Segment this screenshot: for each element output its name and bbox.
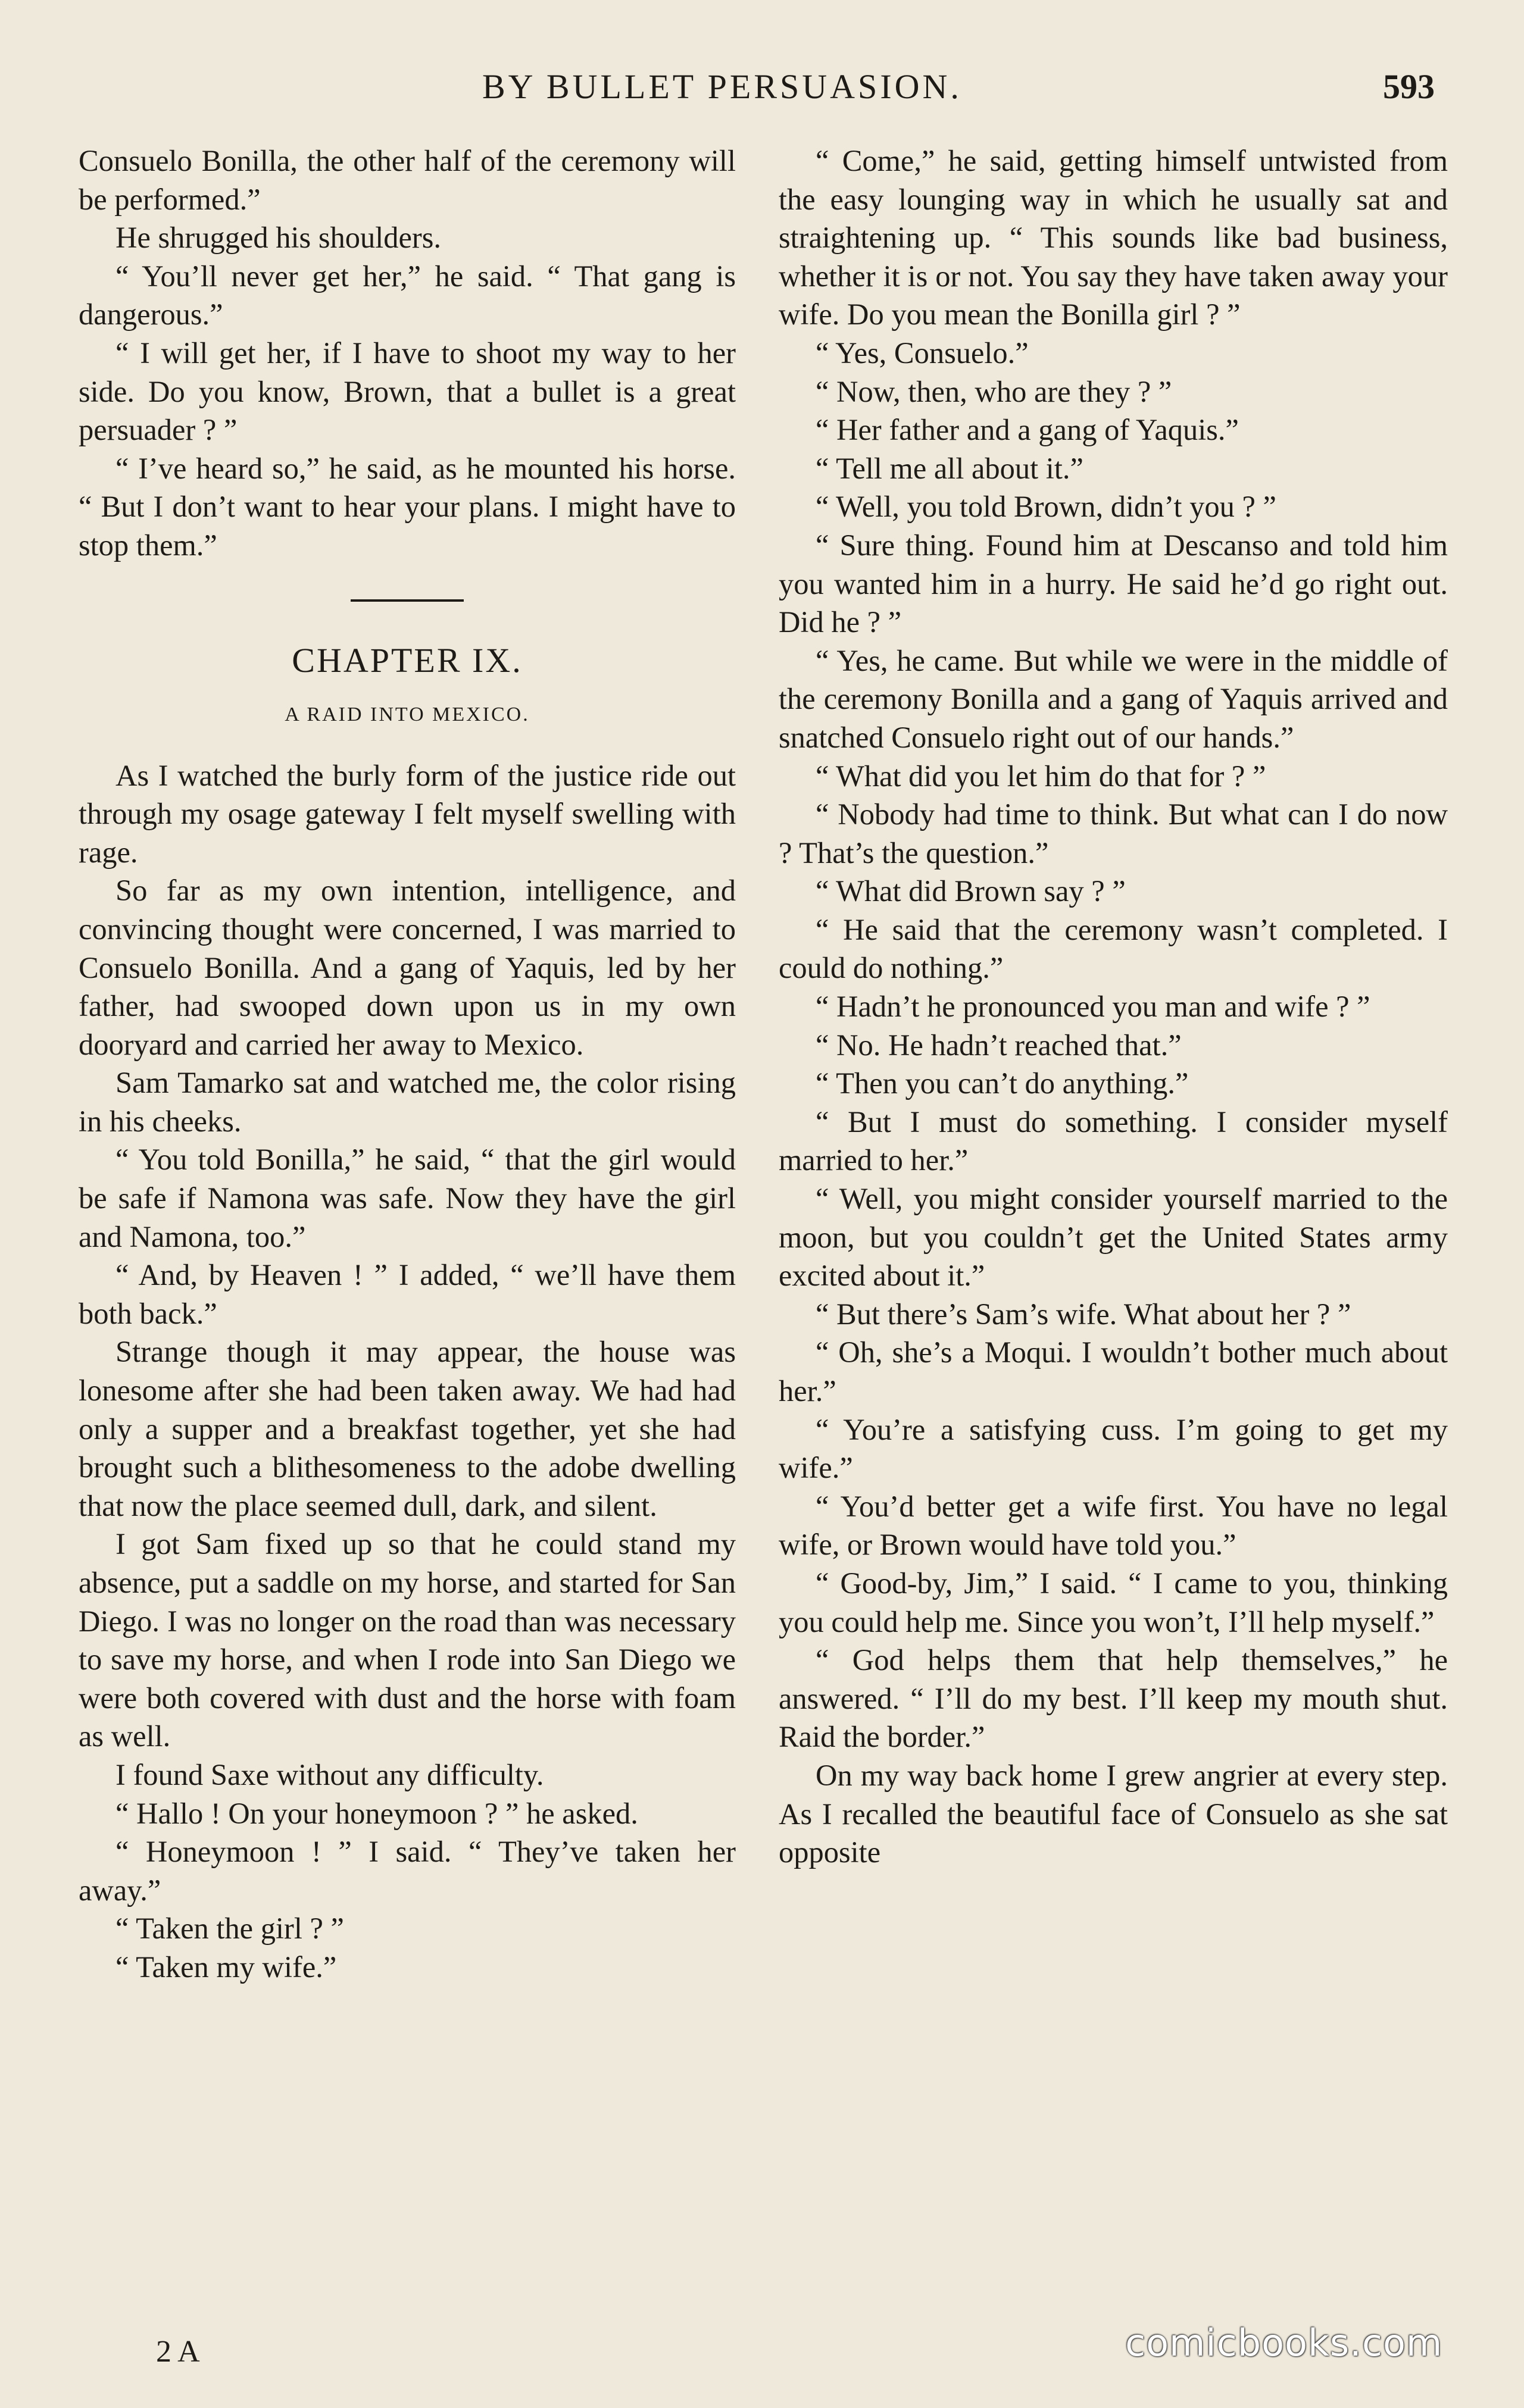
paragraph: “ And, by Heaven ! ” I added, “ we’ll have them both back.” <box>79 1258 736 1330</box>
paragraph: “ I’ve heard so,” he said, as he mounted his horse. “ But I don’t want to hear your plans. I might have to stop them.” <box>79 451 736 562</box>
page-number: 593 <box>1383 67 1435 106</box>
chapter-subtitle: A RAID INTO MEXICO. <box>285 703 530 725</box>
paragraph: “ Then you can’t do anything.” <box>816 1067 1189 1100</box>
paragraph: “ But I must do something. I consider myself married to her.” <box>779 1105 1448 1177</box>
paragraph: “ Honeymoon ! ” I said. “ They’ve taken her away.” <box>79 1835 736 1907</box>
paragraph: “ I will get her, if I have to shoot my way to her side. Do you know, Brown, that a bullet is a great persuader ? ” <box>79 336 736 447</box>
paragraph: I found Saxe without any difficulty. <box>115 1757 544 1791</box>
paragraph: “ Her father and a gang of Yaquis.” <box>816 413 1239 447</box>
left-column <box>79 142 736 2344</box>
right-column <box>779 142 1448 2344</box>
paragraph: “ You’ll never get her,” he said. “ That gang is dangerous.” <box>79 259 736 332</box>
paragraph: “ Well, you might consider yourself married to the moon, but you couldn’t get the United States army excited about it.” <box>779 1182 1448 1293</box>
paragraph: “ Hadn’t he pronounced you man and wife ? ” <box>816 990 1370 1024</box>
paragraph: So far as my own intention, intelligence, and convincing thought were concerned, I was married to Consuelo Bonilla. And a gang of Yaquis, led by her father, had swooped down upon us in my own dooryard and carried her away to Mexico. <box>79 874 736 1061</box>
paragraph: “ Well, you told Brown, didn’t you ? ” <box>816 490 1276 524</box>
signature-mark: 2 A <box>156 2335 200 2369</box>
paragraph: “ Come,” he said, getting himself untwisted from the easy lounging way in which he usually sat and straightening up. “ This sounds like bad business, whether it is or not. You say they have taken away your wife. Do you mean the Bonilla girl ? ” <box>779 144 1448 332</box>
paragraph: “ No. He hadn’t reached that.” <box>816 1028 1182 1062</box>
section-divider <box>351 599 464 602</box>
paragraph: “ Taken the girl ? ” <box>115 1912 344 1946</box>
paragraph: “ What did you let him do that for ? ” <box>816 759 1266 793</box>
paragraph: “ You’d better get a wife first. You have no legal wife, or Brown would have told you.” <box>779 1489 1448 1562</box>
paragraph: “ Taken my wife.” <box>115 1950 337 1984</box>
paragraph: “ What did Brown say ? ” <box>816 874 1126 908</box>
paragraph: “ Oh, she’s a Moqui. I wouldn’t bother much about her.” <box>779 1336 1448 1408</box>
paragraph: As I watched the burly form of the justice ride out through my osage gateway I felt myself swelling with rage. <box>79 758 736 869</box>
paragraph: “ Yes, Consuelo.” <box>816 336 1029 370</box>
paragraph: “ Hallo ! On your honeymoon ? ” he asked. <box>115 1796 638 1830</box>
paragraph: Sam Tamarko sat and watched me, the color rising in his cheeks. <box>79 1066 736 1138</box>
chapter-title: CHAPTER IX. <box>292 640 523 680</box>
paragraph: I got Sam fixed up so that he could stand my absence, put a saddle on my horse, and started for San Diego. I was no longer on the road than was necessary to save my horse, and when I rode into San Diego we were both covered with dust and the horse with foam as well. <box>79 1527 736 1753</box>
running-head <box>0 63 1524 111</box>
paragraph: “ But there’s Sam’s wife. What about her ? ” <box>816 1297 1351 1331</box>
paragraph: “ You told Bonilla,” he said, “ that the girl would be safe if Namona was safe. Now they have the girl and Namona, too.” <box>79 1143 736 1253</box>
paragraph: “ Tell me all about it.” <box>816 451 1083 485</box>
paragraph: “ Sure thing. Found him at Descanso and told him you wanted him in a hurry. He said he’d go right out. Did he ? ” <box>779 528 1448 639</box>
paragraph: “ Good-by, Jim,” I said. “ I came to you, thinking you could help me. Since you won’t, I’ll help myself.” <box>779 1566 1448 1638</box>
paragraph: Consuelo Bonilla, the other half of the ceremony will be performed.” <box>79 144 736 216</box>
paragraph: “ He said that the ceremony wasn’t completed. I could do nothing.” <box>779 912 1448 985</box>
watermark: comicbooks.com <box>1125 2321 1443 2365</box>
paragraph: “ You’re a satisfying cuss. I’m going to get my wife.” <box>779 1412 1448 1485</box>
paragraph: “ Yes, he came. But while we were in the middle of the ceremony Bonilla and a gang of Yaquis arrived and snatched Consuelo right out of our hands.” <box>779 643 1448 754</box>
paragraph: “ Now, then, who are they ? ” <box>816 374 1172 408</box>
paragraph: “ Nobody had time to think. But what can I do now ? That’s the question.” <box>779 798 1448 870</box>
running-title: BY BULLET PERSUASION. <box>482 67 962 106</box>
paragraph: “ God helps them that help themselves,” he answered. “ I’ll do my best. I’ll keep my mouth shut. Raid the border.” <box>779 1643 1448 1754</box>
paragraph: Strange though it may appear, the house was lonesome after she had been taken away. We had had only a supper and a breakfast together, yet she had brought such a blithesomeness to the adobe dwelling that now the place seemed dull, dark, and silent. <box>79 1335 736 1522</box>
paragraph: He shrugged his shoulders. <box>115 221 442 255</box>
paragraph: On my way back home I grew angrier at every step. As I recalled the beautiful face of Consuelo as she sat opposite <box>779 1758 1448 1869</box>
